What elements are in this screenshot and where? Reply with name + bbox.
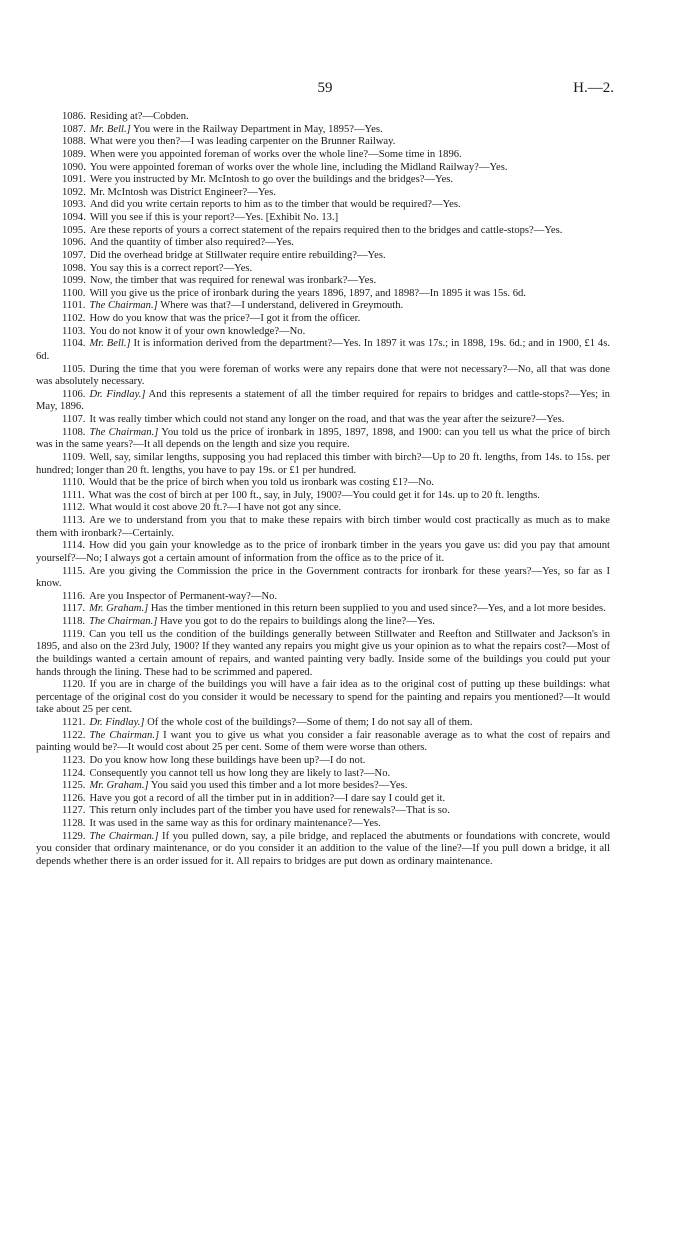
question-number: 1108. bbox=[62, 426, 86, 438]
testimony-text: Are you Inspector of Permanent-way?—No. bbox=[89, 590, 278, 602]
testimony-paragraph bbox=[36, 212, 610, 225]
testimony-text: I want you to give us what you consider a fair reasonable average as to what the cost of repairs and painting would be?—It would cost about 25 per cent. Some of them were worse than others. bbox=[36, 729, 611, 754]
testimony-paragraph bbox=[36, 263, 610, 276]
testimony-text: How did you gain your knowledge as to the price of ironbark timber in the years you gave us: did you pay that amount yourself?—No; I always got a certain amount of information from the office as to the price of it. bbox=[36, 540, 610, 564]
testimony-text: If you pulled down, say, a pile bridge, and replaced the abutments or foundations with concrete, would you consider that ordinary maintenance, or do you consider it an addition to the value of the line?—If you pull down a bridge, it all depends whether there is an order issued for it. All repairs to bridges are put down as ordinary maintenance. bbox=[36, 830, 610, 867]
testimony-body bbox=[36, 111, 610, 869]
testimony-paragraph bbox=[36, 452, 610, 477]
question-number: 1098. bbox=[62, 262, 86, 274]
testimony-text: This return only includes part of the timber you have used for renewals?—That is so. bbox=[89, 805, 450, 817]
testimony-text: Has the timber mentioned in this return been supplied to you and used since?—Yes, and a lot more besides. bbox=[150, 603, 606, 615]
question-number: 1090. bbox=[62, 161, 86, 173]
testimony-paragraph bbox=[36, 515, 610, 540]
testimony-paragraph bbox=[36, 427, 610, 452]
testimony-paragraph bbox=[36, 313, 610, 326]
testimony-text: You told us the price of ironbark in 1895, 1897, 1898, and 1900: can you tell us what the price of birch was in the same years?—It all depends on the length and size you require. bbox=[36, 426, 611, 451]
testimony-paragraph bbox=[36, 300, 610, 313]
question-number: 1115. bbox=[62, 565, 86, 577]
testimony-paragraph bbox=[36, 679, 610, 717]
testimony-text: You said you used this timber and a lot more besides?—Yes. bbox=[150, 780, 408, 792]
question-number: 1111. bbox=[62, 489, 85, 501]
testimony-paragraph bbox=[36, 136, 610, 149]
testimony-paragraph bbox=[36, 591, 610, 604]
testimony-text: Are we to understand from you that to make these repairs with birch timber would cost practically as much as to make them with ironbark?—Certainly. bbox=[36, 515, 610, 539]
testimony-text: Mr. McIntosh was District Engineer?—Yes. bbox=[89, 186, 276, 198]
testimony-text: Well, say, similar lengths, supposing you had replaced this timber with birch?—Up to 20 ft. lengths, from 14s. to 15s. per hundred; longer than 20 ft. lengths, you have to pay 19s. or £1 per hundred. bbox=[36, 451, 610, 476]
question-number: 1118. bbox=[62, 616, 86, 627]
testimony-text: Are these reports of yours a correct statement of the repairs required then to the bridges and cattle-stops?—Yes. bbox=[89, 224, 563, 236]
testimony-paragraph bbox=[36, 111, 610, 124]
speaker-name: Mr. Bell.] bbox=[89, 338, 131, 350]
question-number: 1109. bbox=[62, 451, 86, 463]
question-number: 1093. bbox=[62, 199, 86, 211]
testimony-paragraph bbox=[36, 124, 610, 137]
speaker-name: Mr. Graham.] bbox=[89, 603, 149, 615]
testimony-text: And this represents a statement of all the timber required for repairs to bridges and cattle-stops?—Yes; in May, 1896. bbox=[36, 388, 610, 413]
testimony-paragraph bbox=[36, 730, 610, 755]
question-number: 1103. bbox=[62, 325, 86, 337]
testimony-text: You do not know it of your own knowledge?—No. bbox=[89, 325, 306, 337]
testimony-text: It is information derived from the department?—Yes. In 1897 it was 17s.; in 1898, 19s. 6d.; and in 1900, £1 4s. 6d. bbox=[36, 338, 610, 362]
testimony-text: Would that be the price of birch when you told us ironbark was costing £1?—No. bbox=[89, 477, 434, 489]
testimony-text: Were you instructed by Mr. McIntosh to go over the buildings and the bridges?—Yes. bbox=[89, 174, 454, 186]
question-number: 1106. bbox=[62, 388, 86, 400]
question-number: 1110. bbox=[62, 477, 86, 489]
testimony-text: Did the overhead bridge at Stillwater require entire rebuilding?—Yes. bbox=[89, 249, 386, 261]
testimony-paragraph bbox=[36, 603, 610, 616]
speaker-name: Mr. Graham.] bbox=[89, 780, 149, 792]
testimony-text: Where was that?—I understand, delivered in Greymouth. bbox=[160, 300, 404, 312]
question-number: 1101. bbox=[62, 300, 86, 312]
testimony-text: How do you know that was the price?—I got it from the officer. bbox=[89, 313, 361, 324]
speaker-name: The Chairman.] bbox=[89, 729, 160, 741]
question-number: 1095. bbox=[62, 224, 86, 236]
testimony-text: And the quantity of timber also required?—Yes. bbox=[89, 237, 294, 249]
question-number: 1091. bbox=[62, 174, 86, 186]
speaker-name: Mr. Bell.] bbox=[89, 123, 131, 135]
testimony-paragraph bbox=[36, 187, 610, 200]
testimony-text: Can you tell us the condition of the buildings generally between Stillwater and Reefton and Stillwater and Jackson's in 1895, and also on the 23rd July, 1900? If they wanted any repairs you might give us your opinion as to what the repairs cost?—Most of the buildings wanted a certain amount of repairs, and wanted painting very badly. Inside some of the buildings you could put your hands through the lining. These had to be scrimmed and papered. bbox=[36, 628, 610, 678]
testimony-paragraph bbox=[36, 780, 610, 793]
question-number: 1128. bbox=[62, 818, 86, 829]
question-number: 1104. bbox=[62, 338, 86, 350]
question-number: 1113. bbox=[62, 515, 86, 526]
question-number: 1123. bbox=[62, 754, 86, 766]
testimony-paragraph bbox=[36, 831, 610, 869]
testimony-paragraph bbox=[36, 414, 610, 427]
question-number: 1088. bbox=[62, 136, 86, 148]
question-number: 1096. bbox=[62, 237, 86, 249]
testimony-paragraph bbox=[36, 502, 610, 515]
speaker-name: Dr. Findlay.] bbox=[89, 717, 145, 728]
testimony-paragraph bbox=[36, 326, 610, 339]
question-number: 1089. bbox=[62, 148, 86, 160]
question-number: 1099. bbox=[62, 275, 86, 287]
question-number: 1117. bbox=[62, 603, 86, 615]
testimony-text: Have you got a record of all the timber put in in addition?—I dare say I could get it. bbox=[89, 792, 446, 804]
testimony-text: Have you got to do the repairs to buildings along the line?—Yes. bbox=[160, 616, 435, 627]
question-number: 1121. bbox=[62, 717, 86, 728]
question-number: 1097. bbox=[62, 249, 86, 261]
question-number: 1116. bbox=[62, 590, 86, 602]
question-number: 1122. bbox=[62, 729, 86, 741]
testimony-text: What were you then?—I was leading carpenter on the Brunner Railway. bbox=[89, 136, 396, 148]
document-reference: H.—2. bbox=[573, 80, 614, 96]
question-number: 1107. bbox=[62, 414, 86, 425]
testimony-text: You were in the Railway Department in May, 1895?—Yes. bbox=[133, 123, 383, 135]
testimony-paragraph bbox=[36, 149, 610, 162]
speaker-name: Dr. Findlay.] bbox=[89, 388, 146, 400]
question-number: 1126. bbox=[62, 792, 86, 804]
testimony-text: What was the cost of birch at per 100 ft., say, in July, 1900?—You could get it for 14s. up to 20 ft. lengths. bbox=[88, 489, 540, 501]
testimony-text: Will you see if this is your report?—Yes. [Exhibit No. 13.] bbox=[89, 212, 339, 223]
testimony-text: Consequently you cannot tell us how long they are likely to last?—No. bbox=[89, 767, 391, 779]
testimony-text: Residing at?—Cobden. bbox=[89, 111, 189, 122]
question-number: 1129. bbox=[62, 830, 86, 842]
testimony-paragraph bbox=[36, 768, 610, 781]
testimony-paragraph bbox=[36, 174, 610, 187]
speaker-name: The Chairman.] bbox=[89, 830, 159, 842]
testimony-paragraph bbox=[36, 566, 610, 591]
testimony-paragraph bbox=[36, 805, 610, 818]
question-number: 1092. bbox=[62, 186, 86, 198]
testimony-paragraph bbox=[36, 540, 610, 565]
testimony-text: Will you give us the price of ironbark during the years 1896, 1897, and 1898?—In 1895 it was 15s. 6d. bbox=[89, 287, 526, 299]
question-number: 1114. bbox=[62, 540, 86, 552]
question-number: 1120. bbox=[62, 679, 86, 691]
testimony-paragraph bbox=[36, 225, 610, 238]
testimony-paragraph bbox=[36, 755, 610, 768]
testimony-text: What would it cost above 20 ft.?—I have not got any since. bbox=[89, 502, 342, 514]
question-number: 1127. bbox=[62, 805, 86, 817]
question-number: 1124. bbox=[62, 767, 86, 779]
question-number: 1105. bbox=[62, 363, 86, 375]
testimony-paragraph bbox=[36, 250, 610, 263]
testimony-text: Of the whole cost of the buildings?—Some of them; I do not say all of them. bbox=[147, 717, 473, 728]
testimony-text: Do you know how long these buildings have been up?—I do not. bbox=[89, 754, 366, 766]
testimony-paragraph bbox=[36, 199, 610, 212]
testimony-text: It was really timber which could not stand any longer on the road, and that was the year after the seizure?—Yes. bbox=[89, 414, 565, 425]
testimony-text: Are you giving the Commission the price in the Government contracts for ironbark for these years?—Yes, so far as I know. bbox=[36, 565, 610, 590]
speaker-name: The Chairman.] bbox=[89, 616, 158, 627]
testimony-text: During the time that you were foreman of works were any repairs done that were not necessary?—No, all that was done was absolutely necessary. bbox=[36, 363, 610, 388]
testimony-text: Now, the timber that was required for renewal was ironbark?—Yes. bbox=[89, 275, 377, 287]
testimony-paragraph bbox=[36, 717, 610, 730]
testimony-paragraph bbox=[36, 338, 610, 363]
testimony-paragraph bbox=[36, 616, 610, 629]
testimony-paragraph bbox=[36, 477, 610, 490]
testimony-text: And did you write certain reports to him as to the timber that would be required?—Yes. bbox=[89, 199, 461, 211]
question-number: 1125. bbox=[62, 780, 86, 792]
testimony-text: If you are in charge of the buildings you will have a fair idea as to the original cost of putting up these buildings: what percentage of the original cost do you consider it would be necessary to spend for the painting and repairs you mentioned?—It would take about 25 per cent. bbox=[36, 679, 610, 716]
question-number: 1112. bbox=[62, 502, 86, 514]
testimony-paragraph bbox=[36, 629, 610, 680]
testimony-text: You say this is a correct report?—Yes. bbox=[89, 262, 253, 274]
speaker-name: The Chairman.] bbox=[89, 300, 158, 312]
testimony-paragraph bbox=[36, 162, 610, 175]
testimony-paragraph bbox=[36, 275, 610, 288]
page-number: 59 bbox=[317, 80, 333, 96]
testimony-paragraph bbox=[36, 288, 610, 301]
testimony-paragraph bbox=[36, 793, 610, 806]
testimony-text: When were you appointed foreman of works over the whole line?—Some time in 1896. bbox=[89, 148, 462, 160]
question-number: 1087. bbox=[62, 123, 86, 135]
testimony-paragraph bbox=[36, 490, 610, 503]
question-number: 1119. bbox=[62, 628, 86, 640]
testimony-paragraph bbox=[36, 364, 610, 389]
testimony-paragraph bbox=[36, 389, 610, 414]
testimony-text: It was used in the same way as this for ordinary maintenance?—Yes. bbox=[89, 818, 381, 829]
question-number: 1100. bbox=[62, 287, 86, 299]
speaker-name: The Chairman.] bbox=[89, 426, 159, 438]
testimony-paragraph bbox=[36, 237, 610, 250]
question-number: 1086. bbox=[62, 111, 86, 122]
question-number: 1094. bbox=[62, 212, 86, 223]
question-number: 1102. bbox=[62, 313, 86, 324]
testimony-paragraph bbox=[36, 818, 610, 831]
testimony-text: You were appointed foreman of works over the whole line, including the Midland Railway?—Yes. bbox=[89, 161, 508, 173]
